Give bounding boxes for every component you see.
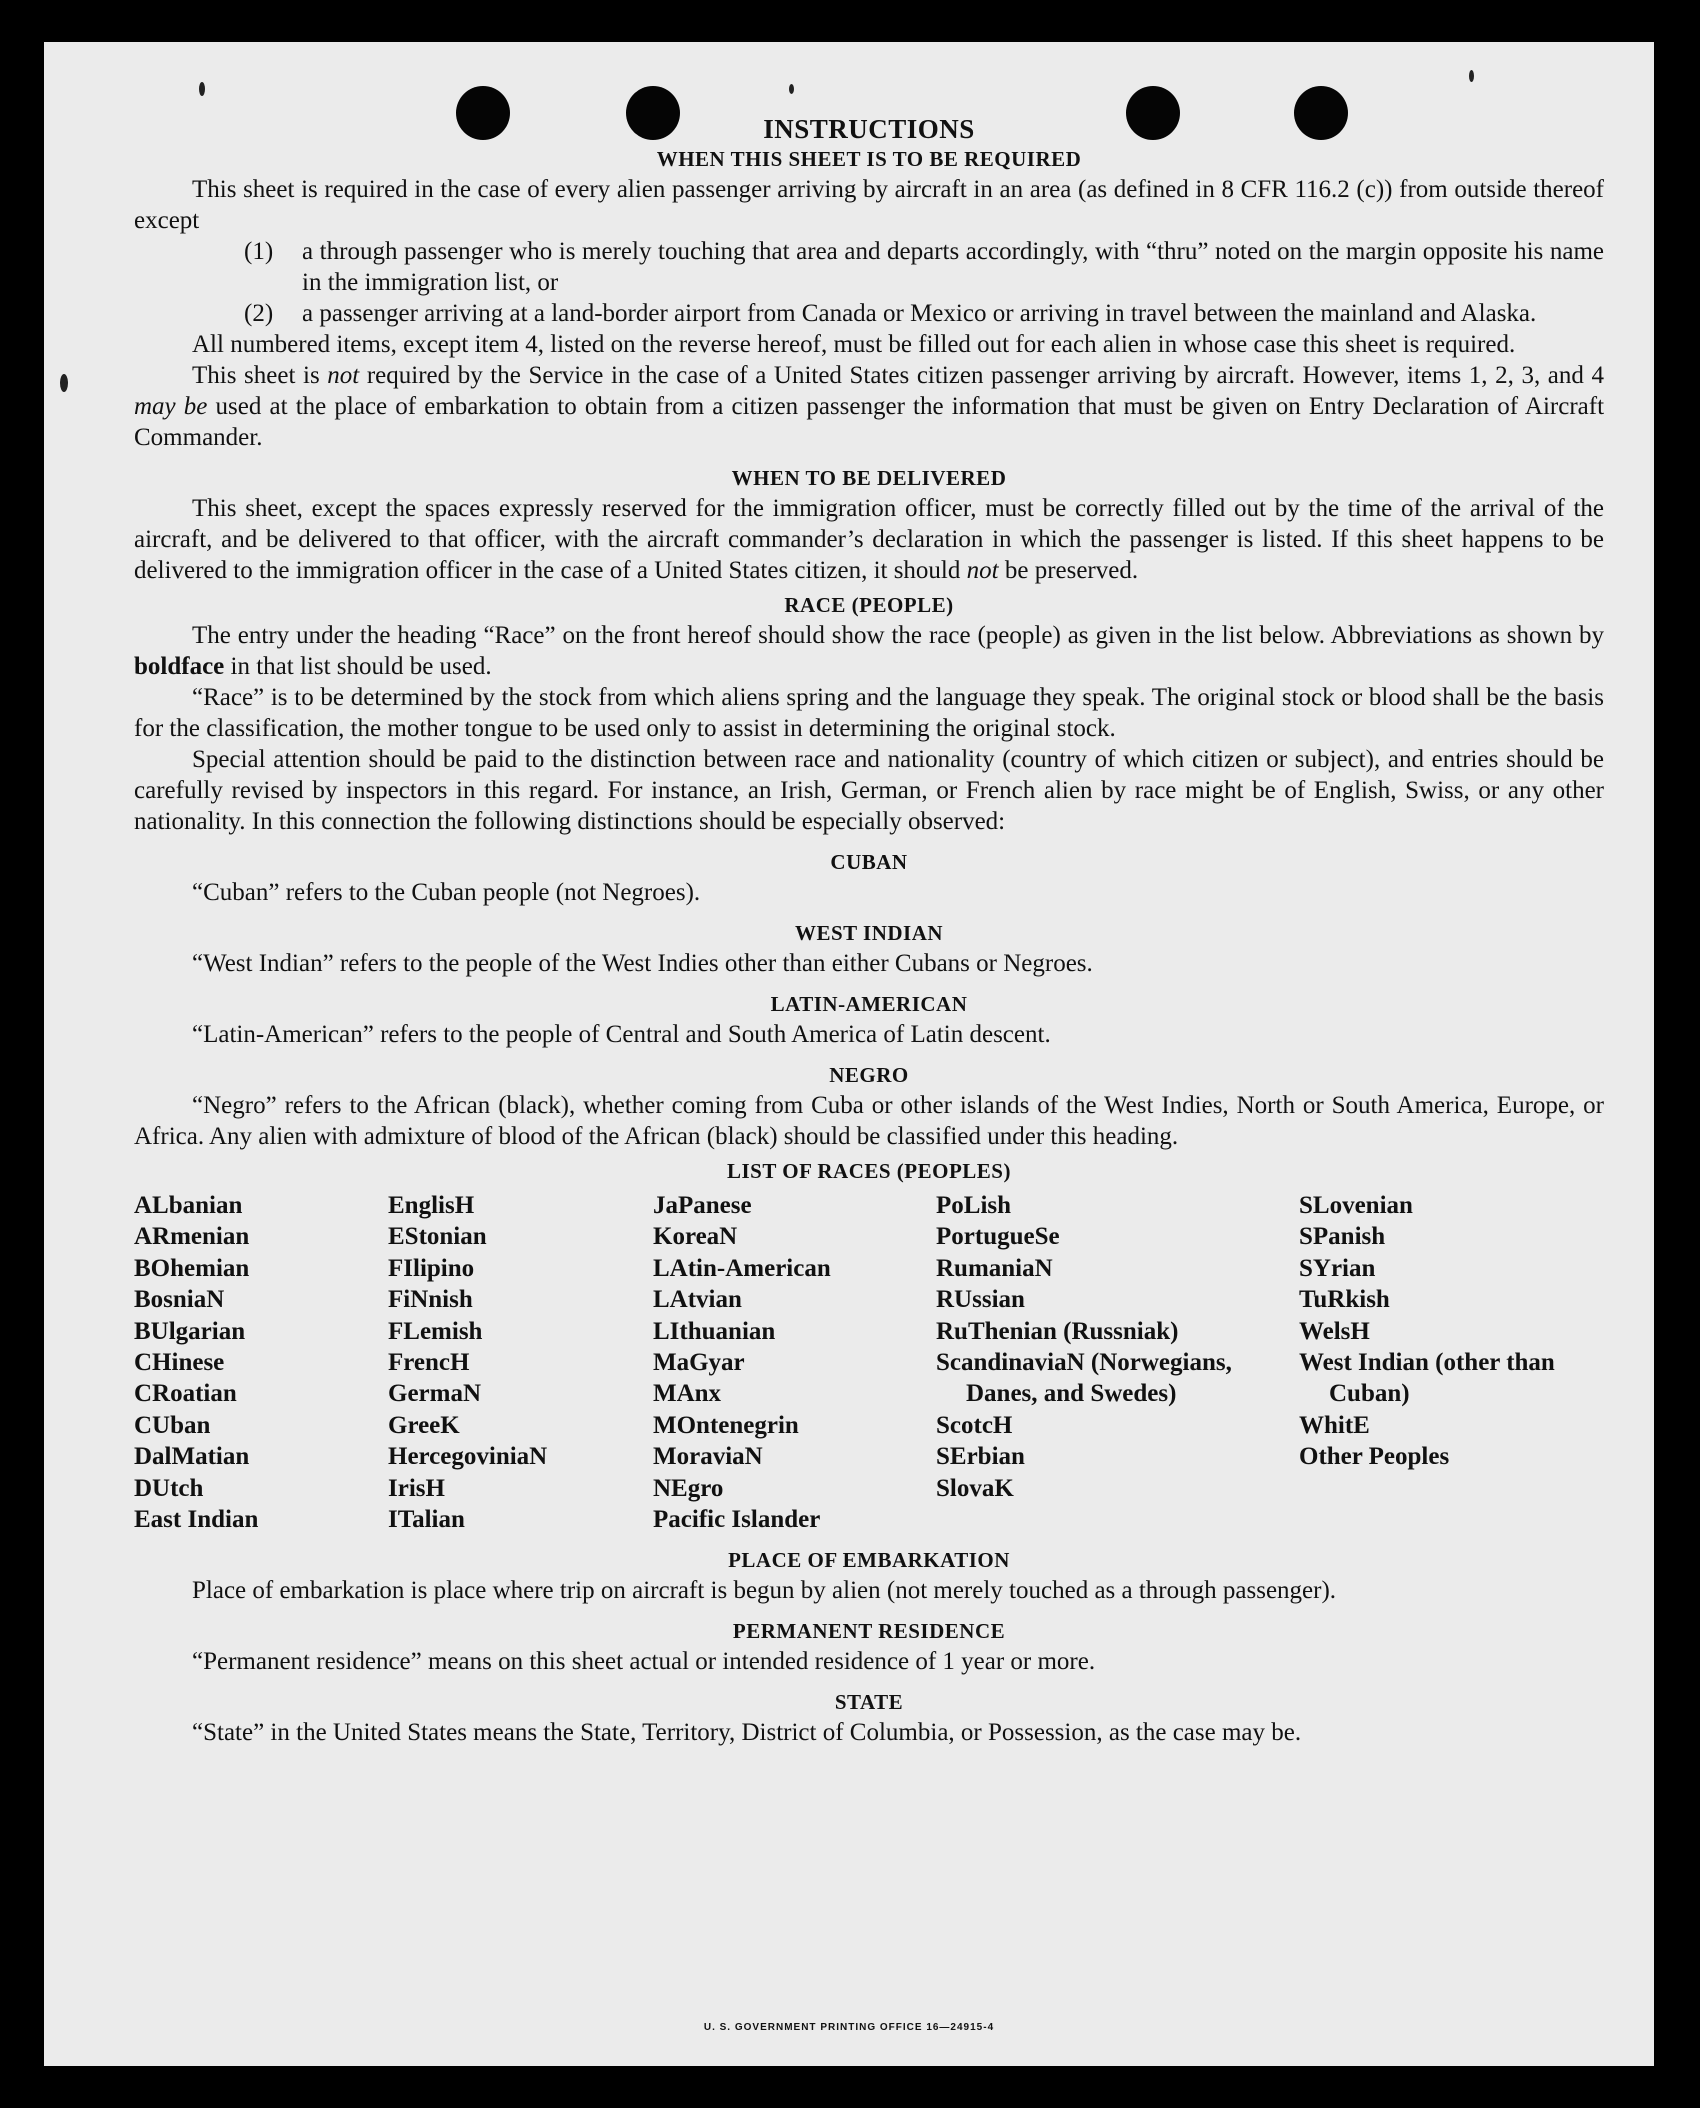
- race-entry: WelsH: [1299, 1317, 1370, 1345]
- speck: [1469, 70, 1474, 82]
- paragraph-permanent-residence: “Permanent residence” means on this sheet actual or intended residence of 1 year or more.: [192, 1648, 1096, 1676]
- races-column-2: [388, 1190, 653, 1535]
- race-entry: LIthuanian: [653, 1317, 776, 1345]
- heading-state: STATE: [834, 1690, 904, 1715]
- race-entry: LAtvian: [653, 1286, 742, 1314]
- heading-list-of-races: LIST OF RACES (PEOPLES): [727, 1159, 1011, 1183]
- paragraph-place-of-embarkation: Place of embarkation is place where trip on aircraft is begun by alien (not merely touched as a through passenger).: [192, 1577, 1337, 1605]
- document-page: [44, 42, 1654, 2066]
- race-entry: GreeK: [388, 1411, 460, 1439]
- heading-latin-american: LATIN-AMERICAN: [770, 992, 968, 1016]
- race-entry: DUtch: [134, 1474, 204, 1502]
- paragraph-west-indian: “West Indian” refers to the people of the West Indies other than either Cubans or Negroes.: [192, 950, 1093, 977]
- text-run: be preserved.: [998, 557, 1139, 584]
- race-entry: EStonian: [388, 1223, 487, 1251]
- heading-cuban: CUBAN: [830, 850, 908, 874]
- race-entry: ScandinaviaN (Norwegians, Danes, and Swedes): [936, 1349, 1232, 1408]
- race-entry: KoreaN: [653, 1223, 738, 1251]
- race-entry: NEgro: [653, 1474, 724, 1502]
- races-column-4: [936, 1190, 1299, 1535]
- paragraph-cuban: “Cuban” refers to the Cuban people (not Negroes).: [192, 879, 701, 906]
- exception-number: (2): [244, 300, 274, 327]
- race-entry: ITalian: [388, 1506, 465, 1534]
- text-italic: not: [966, 557, 999, 584]
- heading-when-delivered: WHEN TO BE DELIVERED: [731, 466, 1007, 490]
- exception-text: a through passenger who is merely touching that area and departs accordingly, with “thru” noted on the margin opposite his name in the immigration list, or: [302, 238, 1604, 296]
- paragraph-latin-american: “Latin-American” refers to the people of Central and South America of Latin descent.: [192, 1021, 1051, 1048]
- races-list: [134, 1190, 1604, 1535]
- race-entry: MaGyar: [653, 1349, 745, 1377]
- race-entry: CHinese: [134, 1349, 225, 1377]
- race-entry: East Indian: [134, 1506, 259, 1534]
- race-entry: FrencH: [388, 1349, 470, 1377]
- text-run: This sheet, except the spaces expressly reserved for the immigration officer, must be correctly filled out by the time of the arrival of the aircraft, and be delivered to that officer, with the aircraft commander’s declaration in which the passenger is listed. If this sheet happens to be delivered to the immigration officer in the case of a United States citizen, it should: [134, 495, 1604, 584]
- paragraph-negro: “Negro” refers to the African (black), whether coming from Cuba or other islands of the West Indies, North or South America, Europe, or Africa. Any alien with admixture of blood of the African (black) should be classified under this heading.: [134, 1092, 1604, 1150]
- race-entry: MAnx: [653, 1380, 722, 1408]
- race-entry: CUban: [134, 1411, 211, 1439]
- paragraph-intro: This sheet is required in the case of every alien passenger arriving by aircraft in an area (as defined in 8 CFR 116.2 (c)) from outside thereof except: [134, 176, 1604, 234]
- exception-item: [134, 298, 1604, 329]
- race-entry: MoraviaN: [653, 1443, 763, 1471]
- race-entry: FIlipino: [388, 1254, 475, 1282]
- race-entry: IrisH: [388, 1474, 445, 1502]
- text-run: required by the Service in the case of a United States citizen passenger arriving by aircraft. However, items 1, 2, 3, and 4: [359, 362, 1604, 389]
- text-run: The entry under the heading “Race” on the front hereof should show the race (people) as given in the list below. Abbreviations as shown by: [192, 622, 1604, 649]
- race-entry: SErbian: [936, 1443, 1025, 1471]
- race-entry: BOhemian: [134, 1254, 250, 1282]
- heading-negro: NEGRO: [829, 1063, 909, 1087]
- heading-west-indian: WEST INDIAN: [794, 921, 944, 945]
- heading-place-of-embarkation: PLACE OF EMBARKATION: [728, 1548, 1010, 1573]
- race-entry: DalMatian: [134, 1443, 250, 1471]
- race-entry: LAtin-American: [653, 1254, 831, 1282]
- race-entry: WhitE: [1299, 1411, 1370, 1439]
- race-entry: JaPanese: [653, 1192, 752, 1219]
- printing-office-footer: U. S. GOVERNMENT PRINTING OFFICE 16—24915-4: [703, 2022, 995, 2033]
- heading-when-required: WHEN THIS SHEET IS TO BE REQUIRED: [656, 147, 1082, 171]
- race-entry: SPanish: [1299, 1223, 1386, 1251]
- text-run: used at the place of embarkation to obtain from a citizen passenger the information that must be given on Entry Declaration of Aircraft Commander.: [134, 393, 1605, 451]
- race-entry: Other Peoples: [1299, 1443, 1450, 1471]
- race-entry: CRoatian: [134, 1380, 237, 1408]
- paragraph-delivered: [134, 493, 1604, 586]
- race-entry: BUlgarian: [134, 1317, 246, 1345]
- race-entry: RumaniaN: [936, 1254, 1053, 1282]
- race-entry: ALbanian: [134, 1192, 243, 1219]
- heading-permanent-residence: PERMANENT RESIDENCE: [732, 1619, 1006, 1644]
- paragraph-race-1: [134, 620, 1604, 682]
- speck: [199, 82, 205, 96]
- races-column-5: [1299, 1190, 1604, 1535]
- exception-text: a passenger arriving at a land-border airport from Canada or Mexico or arriving in travel between the mainland and Alaska.: [302, 300, 1537, 327]
- race-entry: GermaN: [388, 1380, 482, 1408]
- paragraph-race-2: “Race” is to be determined by the stock from which aliens spring and the language they speak. The original stock or blood shall be the basis for the classification, the mother tongue to be used only to assist in determining the original stock.: [134, 684, 1604, 742]
- race-entry: SLovenian: [1299, 1192, 1413, 1219]
- race-entry: West Indian (other than Cuban): [1299, 1349, 1555, 1408]
- race-entry: BosniaN: [134, 1286, 225, 1314]
- race-entry: SYrian: [1299, 1254, 1376, 1282]
- race-entry: SlovaK: [936, 1474, 1014, 1502]
- race-entry: PoLish: [936, 1192, 1012, 1219]
- exception-item: [134, 236, 1604, 298]
- speck: [789, 84, 794, 94]
- page-title: INSTRUCTIONS: [763, 114, 975, 144]
- paragraph-race-3: Special attention should be paid to the distinction between race and nationality (country of which citizen or subject), and entries should be carefully revised by inspectors in this regard. For instance, an Irish, German, or French alien by race might be of English, Swiss, or any other nationality. In this connection the following distinctions should be especially observed:: [134, 746, 1604, 835]
- race-entry: FiNnish: [388, 1286, 473, 1314]
- race-entry: FLemish: [388, 1317, 483, 1345]
- race-entry: MOntenegrin: [653, 1411, 799, 1439]
- race-entry: Pacific Islander: [653, 1506, 821, 1534]
- paragraph-state: “State” in the United States means the State, Territory, District of Columbia, or Possession, as the case may be.: [192, 1719, 1302, 1747]
- exception-number: (1): [244, 238, 274, 265]
- heading-race: RACE (PEOPLE): [784, 593, 954, 617]
- paragraph-numbered-items: All numbered items, except item 4, listed on the reverse hereof, must be filled out for each alien in whose case this sheet is required.: [192, 331, 1516, 358]
- race-entry: HercegoviniaN: [388, 1443, 548, 1471]
- text-italic: may be: [134, 393, 208, 420]
- race-entry: RuThenian (Russniak): [936, 1317, 1179, 1345]
- races-column-3: [653, 1190, 936, 1535]
- races-column-1: [134, 1190, 388, 1535]
- text-bold: boldface: [134, 653, 225, 680]
- instructions-body: [134, 114, 1604, 1748]
- race-entry: EnglisH: [388, 1192, 475, 1219]
- race-entry: RUssian: [936, 1286, 1025, 1314]
- text-italic: not: [327, 362, 360, 389]
- text-run: This sheet is: [192, 362, 328, 389]
- race-entry: TuRkish: [1299, 1286, 1390, 1314]
- race-entry: PortugueSe: [936, 1223, 1060, 1251]
- speck: [60, 374, 68, 392]
- text-run: in that list should be used.: [224, 653, 492, 680]
- paragraph-citizen: [134, 360, 1604, 453]
- race-entry: ARmenian: [134, 1223, 250, 1251]
- race-entry: ScotcH: [936, 1411, 1013, 1439]
